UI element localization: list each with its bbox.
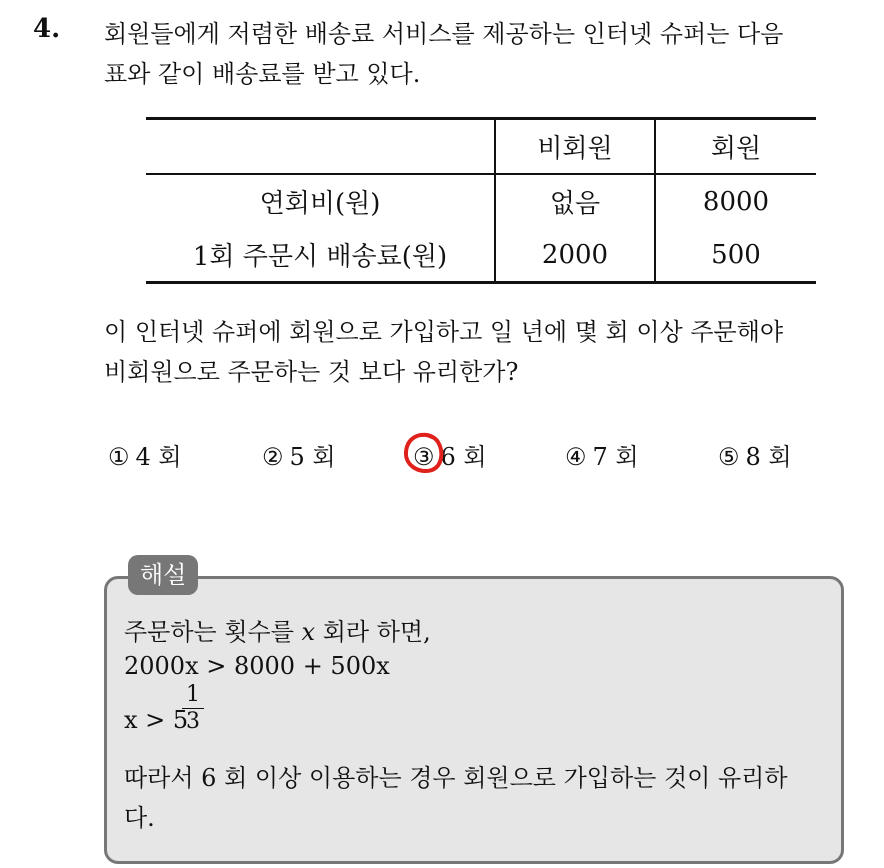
choice-2[interactable] — [262, 437, 336, 477]
solution-line4: 따라서 6 회 이상 이용하는 경우 회원으로 가입하는 것이 유리하 — [124, 764, 788, 792]
solution-line5: 다. — [124, 804, 155, 832]
solution-line1-suffix: 회라 하면, — [315, 618, 431, 646]
answer-circle-mark — [402, 430, 446, 476]
solution-fraction — [182, 683, 204, 734]
question-followup — [104, 312, 864, 392]
choice-label: 6 회 — [440, 443, 487, 471]
table-cell: 1회 주문시 배송료(원) — [146, 228, 495, 283]
fraction-numerator: 1 — [186, 682, 200, 707]
choice-mark: ② — [262, 443, 284, 471]
table-row — [146, 228, 816, 283]
question-text — [104, 14, 864, 94]
choice-1[interactable] — [108, 437, 182, 477]
choice-mark: ① — [108, 443, 130, 471]
choice-mark: ③ — [413, 443, 435, 471]
choice-label: 4 회 — [135, 443, 182, 471]
table-cell: 2000 — [495, 228, 655, 283]
table-header-cell — [146, 119, 495, 175]
solution-line3: x > 5 — [124, 706, 189, 734]
table-cell: 없음 — [495, 174, 655, 228]
choice-4[interactable] — [565, 437, 639, 477]
table-cell: 연회비(원) — [146, 174, 495, 228]
choice-label: 5 회 — [289, 443, 336, 471]
question-number: 4. — [33, 14, 61, 44]
choice-label: 7 회 — [592, 443, 639, 471]
choice-5[interactable] — [718, 437, 792, 477]
question-text-line2: 표와 같이 배송료를 받고 있다. — [104, 60, 421, 88]
table-header-row — [146, 119, 816, 175]
solution-line1-var: x — [301, 618, 316, 646]
question-followup-line2: 비회원으로 주문하는 것 보다 유리한가? — [104, 358, 519, 386]
fee-table — [146, 117, 816, 284]
question-text-line1: 회원들에게 저렴한 배송료 서비스를 제공하는 인터넷 슈퍼는 다음 — [104, 20, 784, 48]
table-cell: 500 — [711, 239, 761, 270]
table-header-cell: 회원 — [655, 119, 816, 175]
choice-mark: ⑤ — [718, 443, 740, 471]
solution-line1 — [124, 612, 431, 647]
table-cell: 8000 — [702, 186, 770, 217]
solution-line2: 2000x > 8000 + 500x — [124, 652, 390, 680]
solution-tab: 해설 — [128, 555, 198, 595]
table-row — [146, 174, 816, 228]
solution-line1-prefix: 주문하는 횟수를 — [124, 618, 302, 646]
choice-label: 8 회 — [745, 443, 792, 471]
table-header-cell: 비회원 — [495, 119, 655, 175]
choice-mark: ④ — [565, 443, 587, 471]
question-followup-line1: 이 인터넷 슈퍼에 회원으로 가입하고 일 년에 몇 회 이상 주문해야 — [104, 318, 784, 346]
fraction-denominator: 3 — [186, 709, 200, 734]
